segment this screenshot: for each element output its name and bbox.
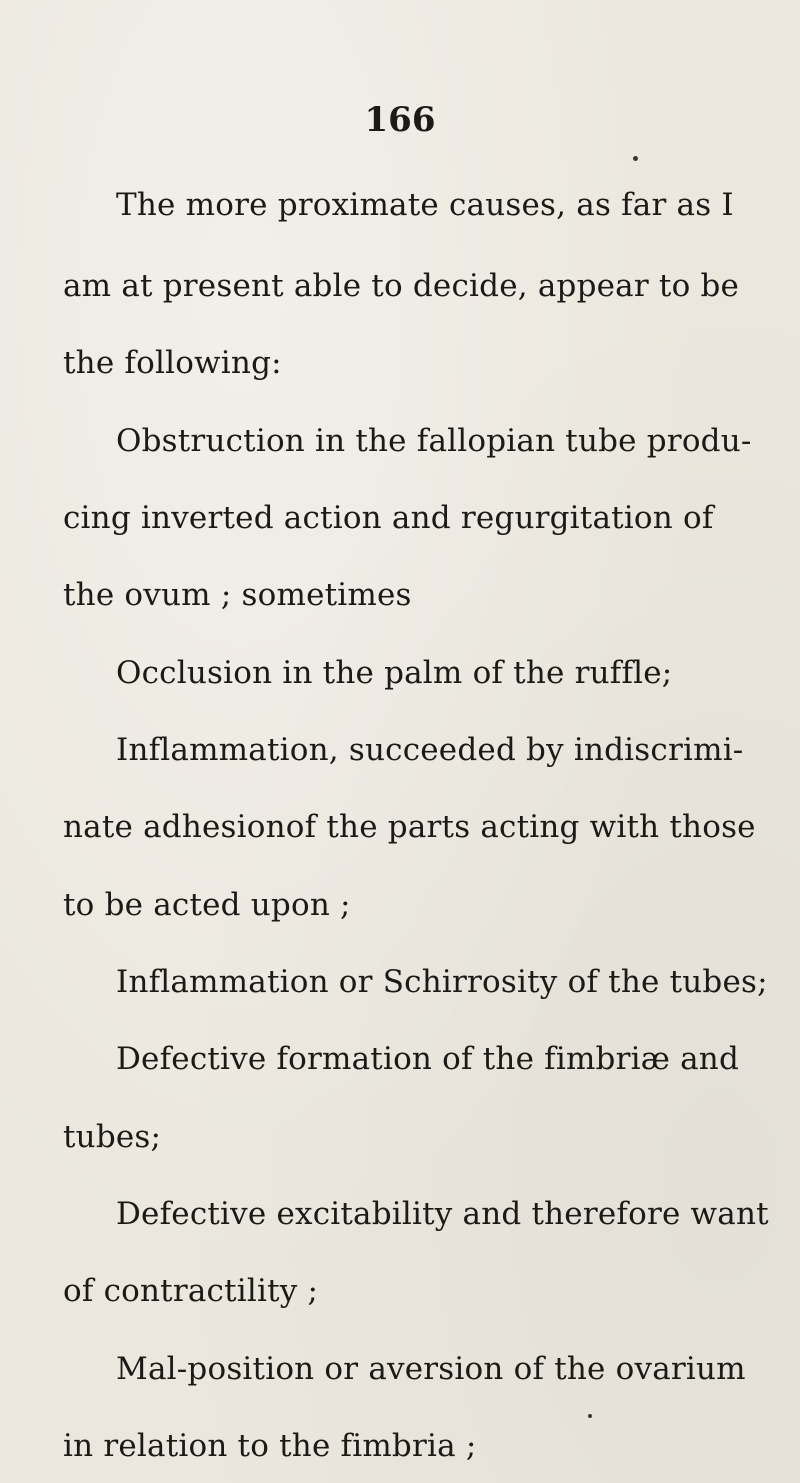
text-line-11: Inflammation or Schirrosity of the tubes; xyxy=(116,964,768,1000)
text-line-10: to be acted upon ; xyxy=(63,887,351,923)
text-line-2: am at present able to decide, appear to be xyxy=(63,268,740,304)
text-line-3: the following: xyxy=(63,345,282,381)
text-line-4: Obstruction in the fallopian tube produ- xyxy=(116,423,752,459)
ink-speck xyxy=(633,156,638,161)
text-line-1: The more proximate causes, as far as I xyxy=(116,187,734,223)
text-line-12: Defective formation of the fimbriæ and xyxy=(116,1041,740,1077)
text-line-17: in relation to the fimbria ; xyxy=(63,1428,477,1464)
text-line-15: of contractility ; xyxy=(63,1273,319,1309)
text-line-6: the ovum ; sometimes xyxy=(63,577,412,613)
text-line-9: nate adhesionof the parts acting with those xyxy=(63,809,756,845)
text-line-14: Defective excitability and therefore want xyxy=(116,1196,769,1232)
text-line-16: Mal-position or aversion of the ovarium xyxy=(116,1351,746,1387)
page-number: 166 xyxy=(364,100,436,140)
text-line-7: Occlusion in the palm of the ruffle; xyxy=(116,655,673,691)
ink-speck xyxy=(588,1414,592,1418)
text-line-5: cing inverted action and regurgitation of xyxy=(63,500,714,536)
text-line-8: Inflammation, succeeded by indiscrimi- xyxy=(116,732,744,768)
text-line-13: tubes; xyxy=(63,1119,162,1155)
